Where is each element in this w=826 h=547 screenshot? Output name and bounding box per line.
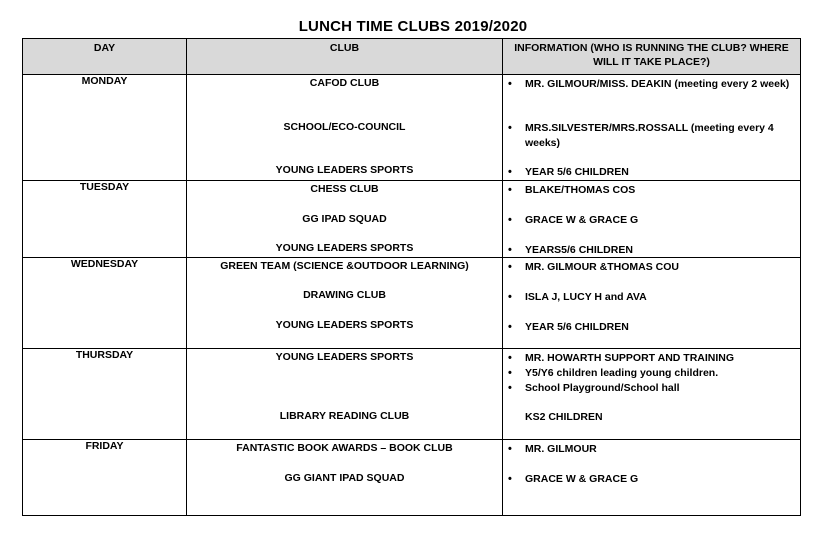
info-item: • GRACE W & GRACE G [525, 472, 792, 487]
club-name: GREEN TEAM (SCIENCE &OUTDOOR LEARNING) [220, 260, 469, 272]
table-row-friday [23, 440, 801, 516]
day-cell: WEDNESDAY [23, 258, 187, 349]
header-day: DAY [23, 39, 187, 75]
table-row-tuesday [23, 181, 801, 258]
club-name: DRAWING CLUB [303, 289, 386, 301]
info-item: • GRACE W & GRACE G [525, 213, 792, 228]
info-cell [503, 75, 801, 181]
club-cell [187, 258, 503, 349]
info-item: • MR. GILMOUR/MISS. DEAKIN (meeting every 2 week) [525, 77, 792, 92]
info-item: • MR. GILMOUR [525, 442, 792, 457]
document-title: LUNCH TIME CLUBS 2019/2020 [298, 18, 528, 35]
club-name: YOUNG LEADERS SPORTS [275, 164, 414, 176]
header-club: CLUB [187, 39, 503, 75]
table-row-monday [23, 75, 801, 181]
info-item: • YEAR 5/6 CHILDREN [525, 165, 792, 180]
club-name: GG GIANT IPAD SQUAD [284, 472, 405, 484]
info-item: • Y5/Y6 children leading young children. [525, 366, 792, 381]
day-cell: MONDAY [23, 75, 187, 181]
info-item: • YEAR 5/6 CHILDREN [525, 320, 792, 335]
club-cell [187, 181, 503, 258]
header-row [23, 39, 801, 75]
table-row-wednesday [23, 258, 801, 349]
info-item: • BLAKE/THOMAS COS [525, 183, 792, 198]
club-name: YOUNG LEADERS SPORTS [275, 319, 414, 331]
club-name: FANTASTIC BOOK AWARDS – BOOK CLUB [236, 442, 453, 454]
day-cell: THURSDAY [23, 349, 187, 440]
info-item: • YEARS5/6 CHILDREN [525, 243, 792, 258]
info-item: • MR. HOWARTH SUPPORT AND TRAINING [525, 351, 792, 366]
info-item: • ISLA J, LUCY H and AVA [525, 290, 792, 305]
table-row-thursday [23, 349, 801, 440]
club-cell [187, 349, 503, 440]
info-cell [503, 349, 801, 440]
info-item: • MRS.SILVESTER/MRS.ROSSALL (meeting every 4 weeks) [525, 121, 792, 151]
day-cell: FRIDAY [23, 440, 187, 516]
club-name: CAFOD CLUB [309, 77, 380, 89]
clubs-table [22, 38, 801, 516]
club-name: YOUNG LEADERS SPORTS [275, 242, 414, 254]
day-cell: TUESDAY [23, 181, 187, 258]
club-name: SCHOOL/ECO-COUNCIL [283, 121, 406, 133]
info-item: • MR. GILMOUR &THOMAS COU [525, 260, 792, 275]
club-cell [187, 440, 503, 516]
club-name: LIBRARY READING CLUB [279, 410, 410, 422]
info-cell [503, 181, 801, 258]
info-cell [503, 440, 801, 516]
club-name: GG IPAD SQUAD [302, 213, 387, 225]
club-name: CHESS CLUB [310, 183, 379, 195]
header-info: INFORMATION (WHO IS RUNNING THE CLUB? WHERE WILL IT TAKE PLACE?) [503, 39, 801, 75]
club-cell [187, 75, 503, 181]
info-cell [503, 258, 801, 349]
info-item: KS2 CHILDREN [525, 411, 603, 423]
info-item: • School Playground/School hall [525, 381, 792, 396]
club-name: YOUNG LEADERS SPORTS [275, 351, 414, 363]
